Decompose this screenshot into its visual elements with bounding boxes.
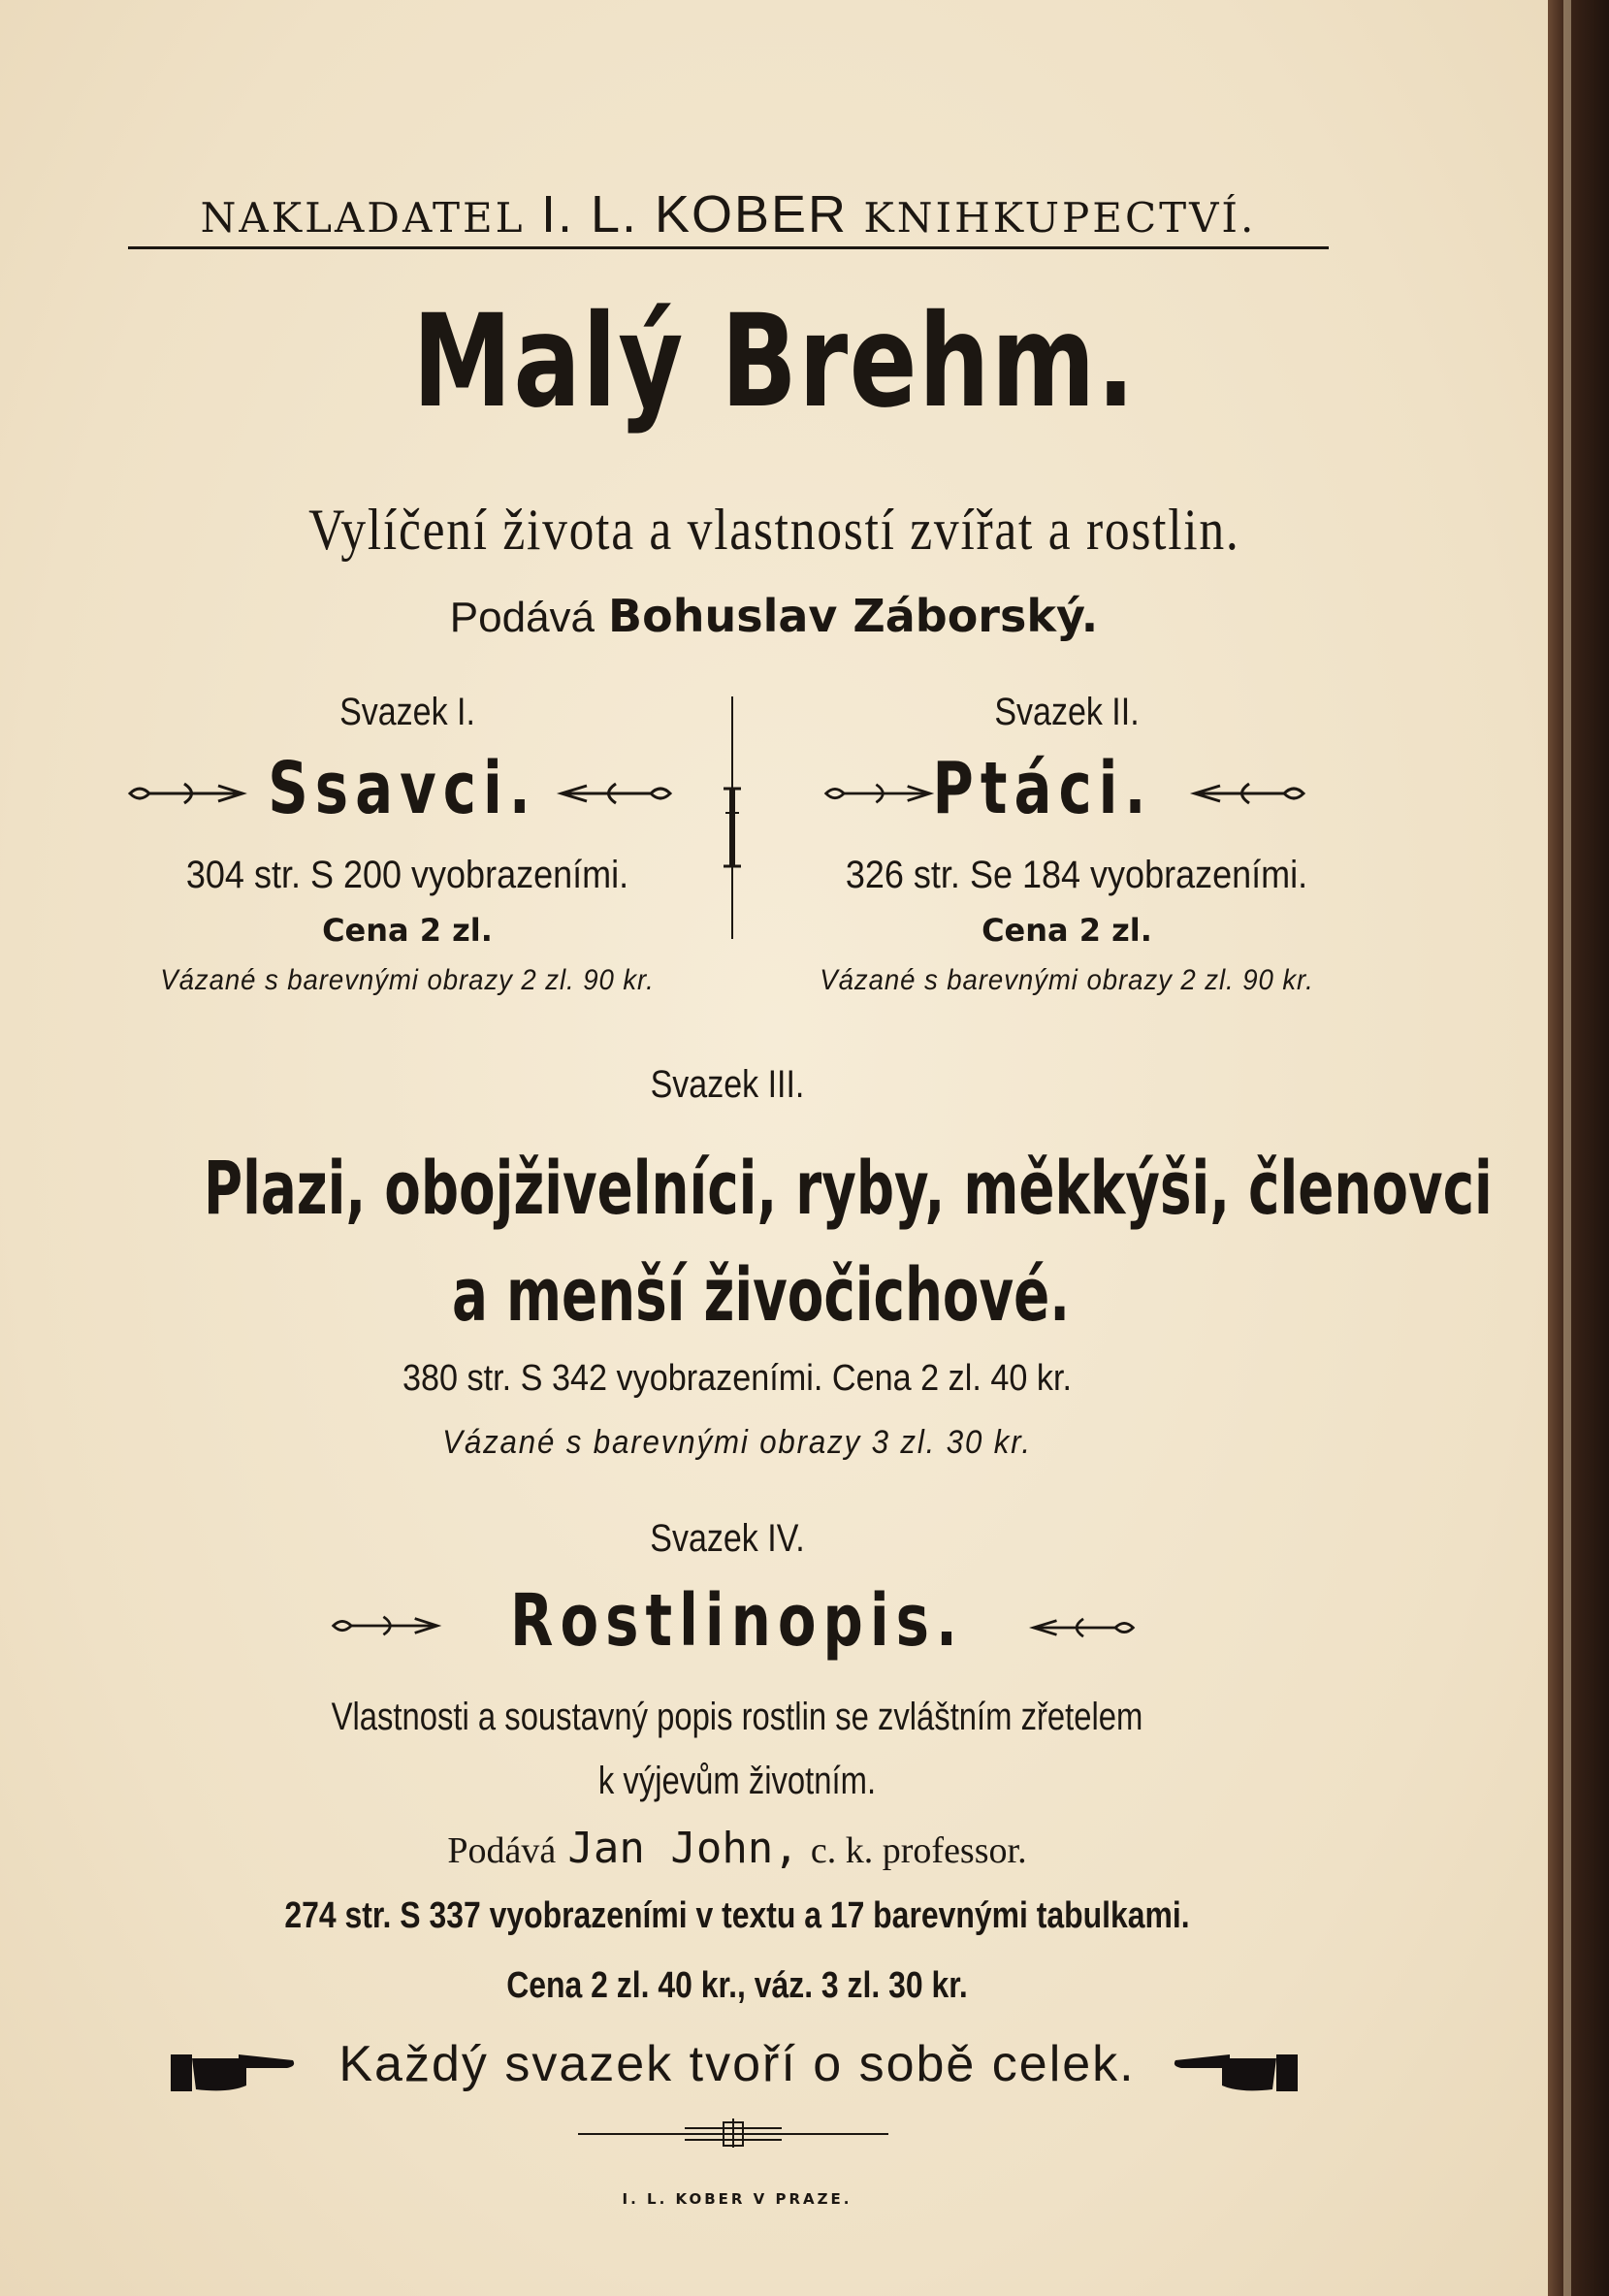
volume-4-description-line-2: k výjevům životním.	[597, 1760, 877, 1802]
publisher-suffix: KNIHKUPECTVÍ.	[863, 194, 1257, 242]
ornament-right-icon	[1191, 776, 1307, 811]
volume-2-name: Ptáci.	[932, 747, 1153, 830]
publisher-name: I. L. KOBER	[540, 185, 849, 243]
divider-ornament-icon	[578, 2118, 888, 2148]
book-page-edge-highlight	[1563, 0, 1571, 2296]
volume-3-info: 380 str. S 342 vyobrazeními. Cena 2 zl. 40 kr.	[402, 1358, 1073, 1399]
pointing-hand-right-icon	[171, 2047, 297, 2097]
author-line	[0, 590, 1548, 642]
volume-4-author-line	[0, 1824, 1474, 1873]
book-title: Malý Brehm.	[412, 287, 1137, 437]
column-divider-icon	[718, 696, 747, 939]
note-text: Každý svazek tvoří o sobě celek.	[338, 2036, 1136, 2092]
volume-2-info: 326 str. Se 184 vyobrazeními.	[845, 854, 1308, 896]
volume-1-name: Ssavci.	[268, 747, 537, 830]
volume-3-bound-price: Vázané s barevnými obrazy 3 zl. 30 kr.	[442, 1424, 1032, 1461]
volume-2-bound-price: Vázané s barevnými obrazy 2 zl. 90 kr.	[820, 964, 1314, 996]
volume-4-description-line-1: Vlastnosti a soustavný popis rostlin se zvláštním zřetelem	[331, 1696, 1143, 1738]
book-page-edge	[1548, 0, 1609, 2296]
publisher-header	[128, 184, 1329, 244]
printer-footer: I. L. KOBER V PRAZE.	[622, 2190, 853, 2208]
volume-4-author-title: c. k. professor.	[810, 1830, 1027, 1871]
volume-4-name: Rostlinopis.	[510, 1579, 964, 1663]
volume-2-price: Cena 2 zl.	[981, 912, 1152, 949]
volume-4-info: 274 str. S 337 vyobrazeními v textu a 17 barevnými tabulkami.	[284, 1895, 1190, 1936]
book-subtitle: Vylíčení života a vlastností zvířat a rostlin.	[308, 498, 1240, 562]
volume-4-author-name: Jan John,	[567, 1824, 799, 1873]
volume-1-info: 304 str. S 200 vyobrazeními.	[185, 854, 629, 896]
publisher-prefix: NAKLADATEL	[200, 194, 526, 242]
ornament-left-icon	[330, 1608, 446, 1643]
volume-4-price: Cena 2 zl. 40 kr., váz. 3 zl. 30 kr.	[506, 1965, 968, 2006]
ornament-right-icon	[1030, 1610, 1137, 1645]
author-label: Podává	[449, 594, 595, 641]
volume-1-label: Svazek I.	[339, 691, 475, 733]
volume-3-name-line-1: Plazi, obojživelníci, ryby, měkkýši, členovci	[204, 1145, 1493, 1231]
volume-3-name-line-2: a menší živočichové.	[452, 1251, 1071, 1338]
volume-1-bound-price: Vázané s barevnými obrazy 2 zl. 90 kr.	[160, 964, 655, 996]
header-rule	[128, 246, 1329, 249]
author-name: Bohuslav Záborský.	[608, 590, 1099, 642]
volume-2-label: Svazek II.	[994, 691, 1140, 733]
volume-4-author-label: Podává	[447, 1830, 557, 1871]
volume-1-price: Cena 2 zl.	[322, 912, 493, 949]
ornament-right-icon	[558, 776, 674, 811]
pointing-hand-left-icon	[1172, 2047, 1298, 2097]
volume-3-label: Svazek III.	[650, 1063, 805, 1106]
volume-4-label: Svazek IV.	[650, 1517, 805, 1560]
